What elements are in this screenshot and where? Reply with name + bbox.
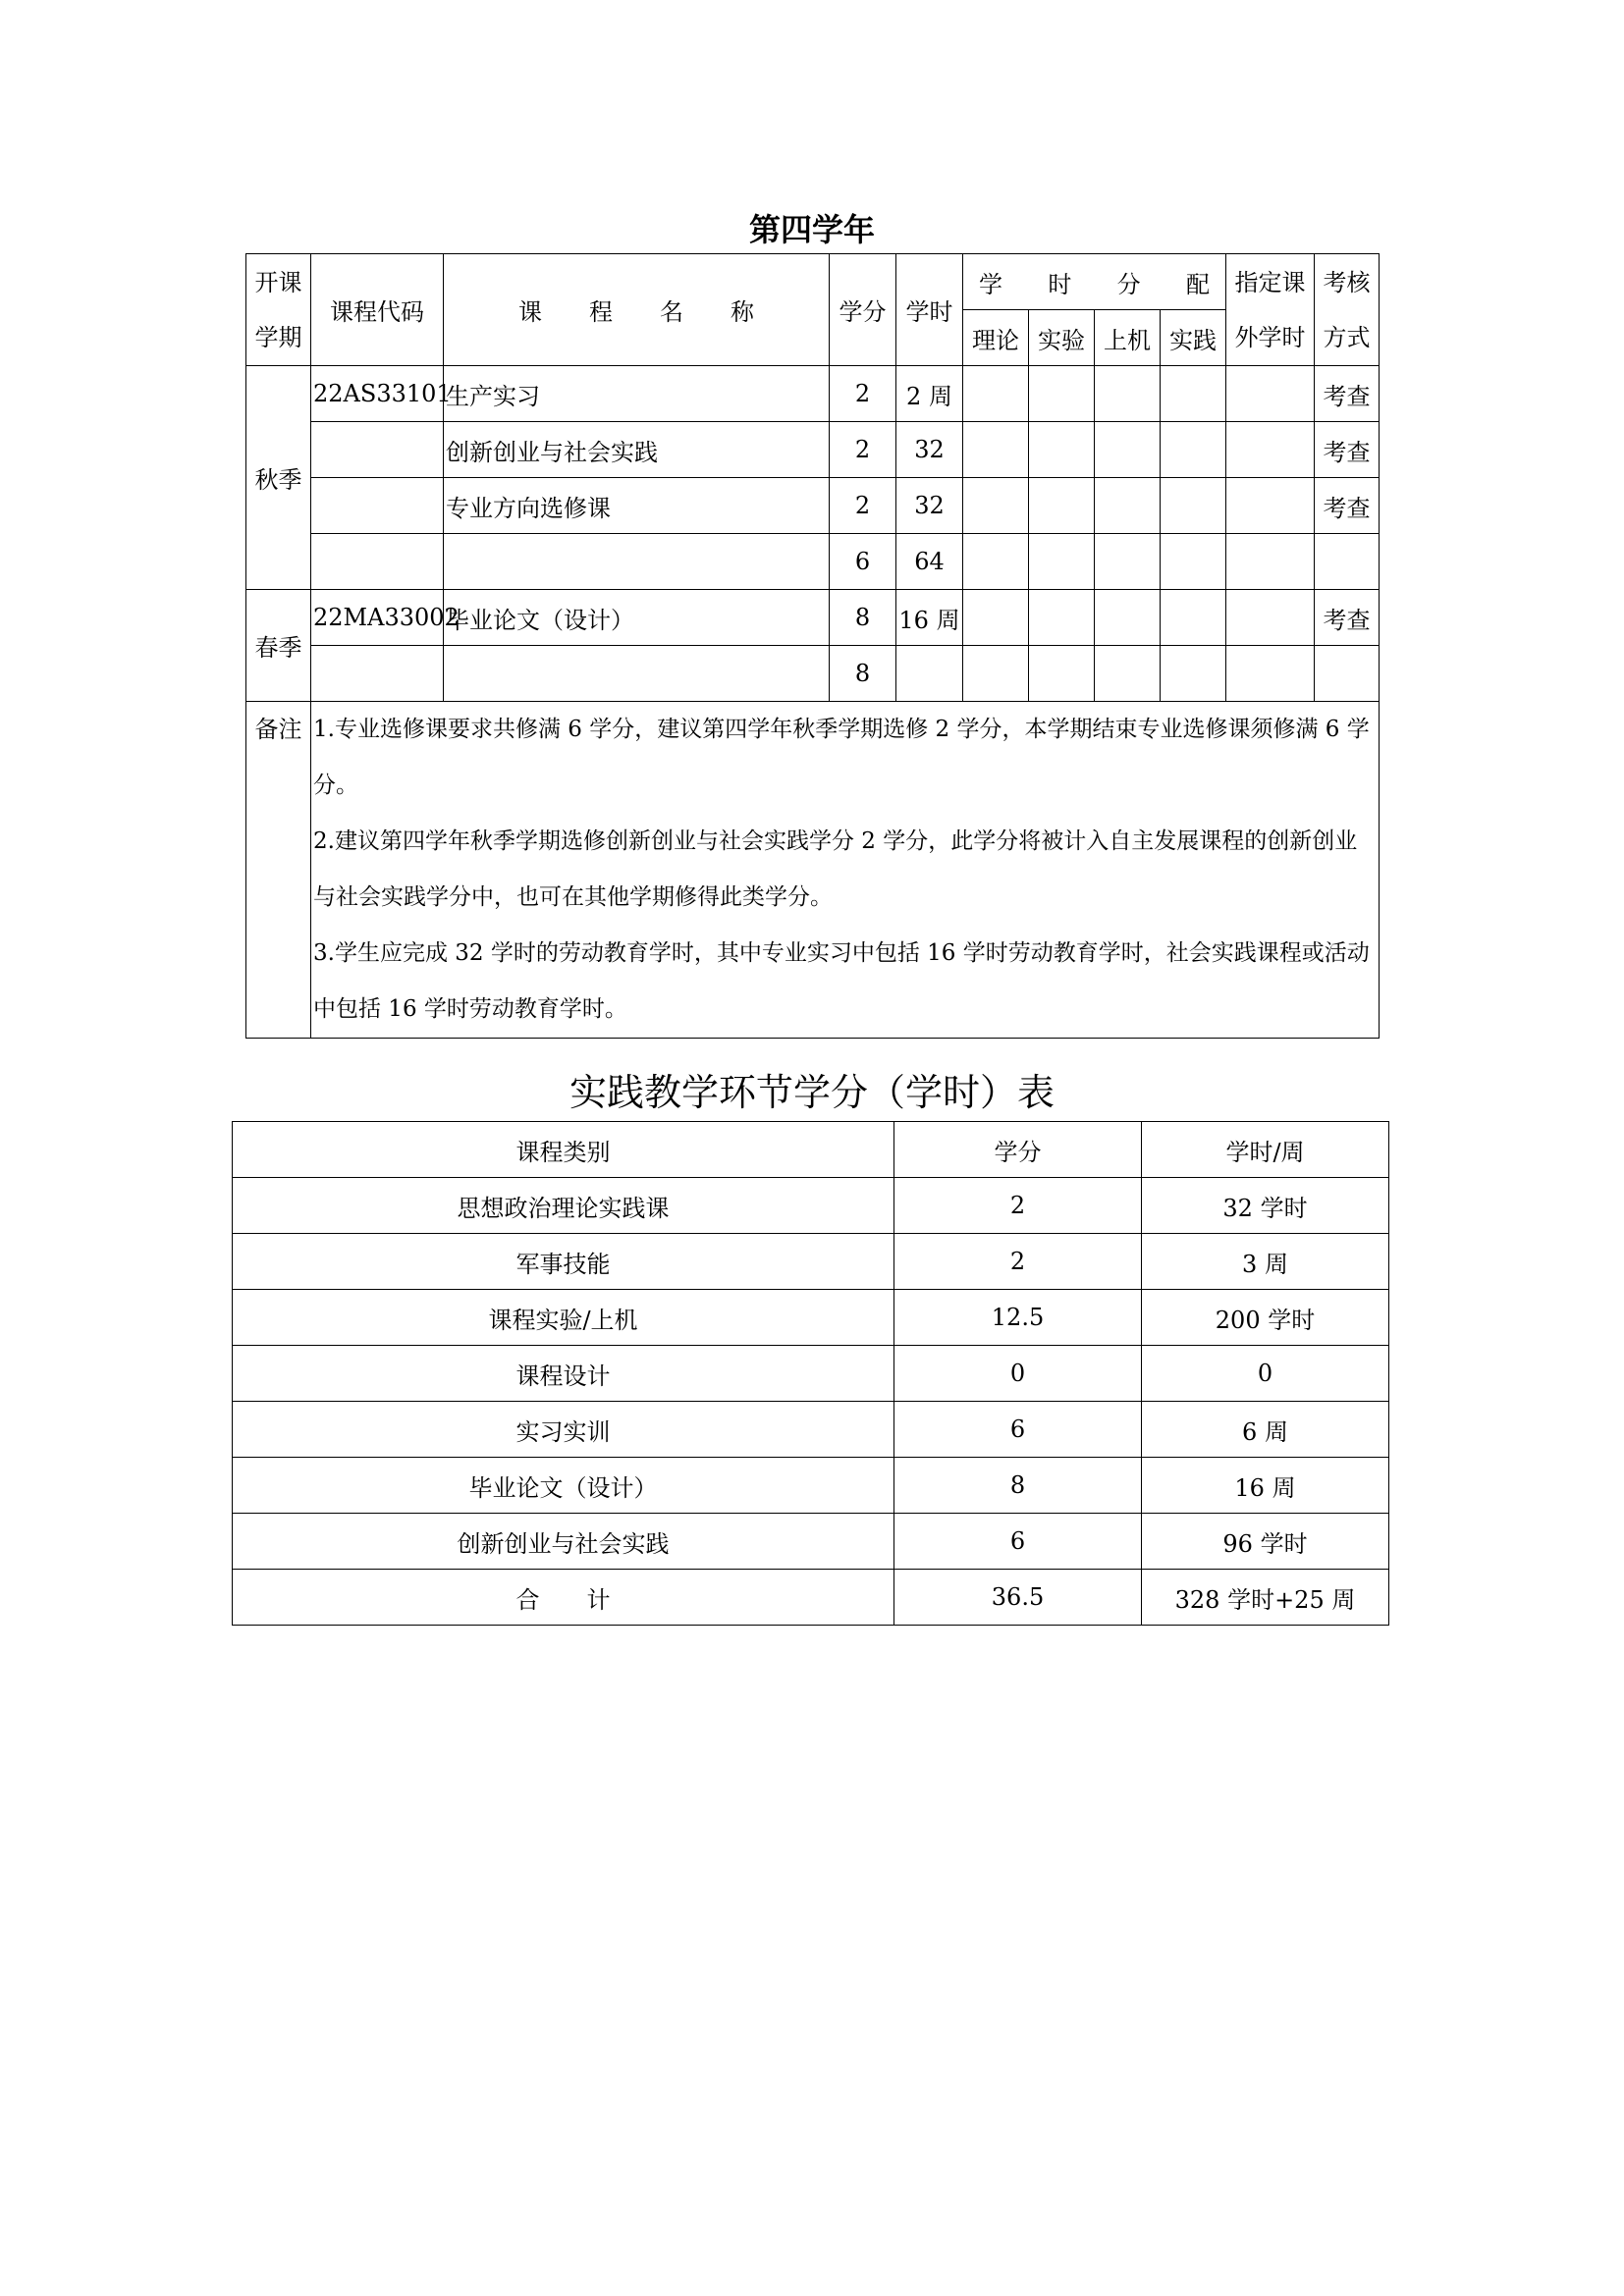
category: 创新创业与社会实践	[233, 1514, 894, 1570]
cell-practice	[1161, 590, 1226, 646]
hours-weeks: 200 学时	[1142, 1290, 1389, 1346]
cell-extra	[1226, 590, 1315, 646]
header-theory: 理论	[963, 310, 1029, 366]
credit: 2	[894, 1178, 1142, 1234]
header-hours: 学时	[896, 254, 963, 366]
table-row-subtotal	[246, 534, 1380, 590]
header-term-line2: 学期	[254, 323, 302, 351]
course-code	[311, 422, 444, 478]
cell-experiment	[1029, 590, 1095, 646]
cell-experiment	[1029, 534, 1095, 590]
table-row	[246, 366, 1380, 422]
hours-weeks: 3 周	[1142, 1234, 1389, 1290]
cell-computer	[1095, 366, 1161, 422]
cell-experiment	[1029, 646, 1095, 702]
cell-extra	[1226, 366, 1315, 422]
cell-computer	[1095, 478, 1161, 534]
cell-theory	[963, 590, 1029, 646]
cell-experiment	[1029, 422, 1095, 478]
cell-practice	[1161, 366, 1226, 422]
table-row	[233, 1178, 1389, 1234]
course-credit: 2	[830, 422, 896, 478]
course-hours: 32	[896, 422, 963, 478]
cell-practice	[1161, 478, 1226, 534]
cell-extra	[1226, 422, 1315, 478]
term-autumn: 秋季	[246, 366, 311, 590]
credit: 6	[894, 1402, 1142, 1458]
hours-weeks: 32 学时	[1142, 1178, 1389, 1234]
note-2: 2.建议第四学年秋季学期选修创新创业与社会实践学分 2 学分，此学分将被计入自主发展课程的创新创业与社会实践学分中，也可在其他学期修得此类学分。	[313, 828, 1358, 910]
table-row	[233, 1234, 1389, 1290]
course-credit: 8	[830, 590, 896, 646]
course-credit: 6	[830, 534, 896, 590]
note-3: 3.学生应完成 32 学时的劳动教育学时，其中专业实习中包括 16 学时劳动教育学时，社会实践课程或活动中包括 16 学时劳动教育学时。	[313, 940, 1370, 1022]
course-assess: 考查	[1315, 590, 1380, 646]
page-title: 第四学年	[748, 211, 875, 248]
header-credit: 学分	[830, 254, 896, 366]
course-assess: 考查	[1315, 422, 1380, 478]
term-spring: 春季	[246, 590, 311, 702]
header-extra	[1226, 254, 1315, 366]
notes-content	[311, 702, 1380, 1039]
header-assess	[1315, 254, 1380, 366]
cell-practice	[1161, 422, 1226, 478]
credit: 2	[894, 1234, 1142, 1290]
header-term-line1: 开课	[254, 268, 302, 296]
cell-theory	[963, 422, 1029, 478]
header-category: 课程类别	[233, 1122, 894, 1178]
notes-row	[246, 702, 1380, 1039]
course-code: 22AS33101	[311, 366, 444, 422]
course-hours: 32	[896, 478, 963, 534]
header-term	[246, 254, 311, 366]
category: 课程设计	[233, 1346, 894, 1402]
cell-experiment	[1029, 366, 1095, 422]
category: 课程实验/上机	[233, 1290, 894, 1346]
header-code: 课程代码	[311, 254, 444, 366]
table-row	[233, 1290, 1389, 1346]
note-1: 1.专业选修课要求共修满 6 学分，建议第四学年秋季学期选修 2 学分，本学期结束专业选修课须修满 6 学分。	[313, 717, 1370, 798]
course-hours: 16 周	[896, 590, 963, 646]
cell-experiment	[1029, 478, 1095, 534]
header-credit: 学分	[894, 1122, 1142, 1178]
course-name: 毕业论文（设计）	[444, 590, 830, 646]
header-assess-line2: 方式	[1323, 323, 1371, 351]
credit: 0	[894, 1346, 1142, 1402]
credit: 8	[894, 1458, 1142, 1514]
course-code: 22MA33002	[311, 590, 444, 646]
course-code	[311, 646, 444, 702]
section-title: 实践教学环节学分（学时）表	[568, 1071, 1055, 1114]
header-hours-weeks: 学时/周	[1142, 1122, 1389, 1178]
cell-computer	[1095, 646, 1161, 702]
hours-weeks: 328 学时+25 周	[1142, 1570, 1389, 1626]
header-experiment: 实验	[1029, 310, 1095, 366]
table-row	[246, 478, 1380, 534]
cell-theory	[963, 366, 1029, 422]
alloc-char-3: 分	[1116, 270, 1141, 298]
course-hours: 64	[896, 534, 963, 590]
table-row	[246, 422, 1380, 478]
cell-extra	[1226, 478, 1315, 534]
course-name: 创新创业与社会实践	[444, 422, 830, 478]
table-row-subtotal	[246, 646, 1380, 702]
cell-practice	[1161, 646, 1226, 702]
course-name: 生产实习	[444, 366, 830, 422]
course-code	[311, 534, 444, 590]
course-assess: 考查	[1315, 366, 1380, 422]
course-credit: 2	[830, 366, 896, 422]
category: 毕业论文（设计）	[233, 1458, 894, 1514]
cell-theory	[963, 478, 1029, 534]
table-row	[233, 1346, 1389, 1402]
category: 合 计	[233, 1570, 894, 1626]
table-row	[246, 590, 1380, 646]
table-row	[233, 1402, 1389, 1458]
table-header-row	[233, 1122, 1389, 1178]
table-total-row	[233, 1570, 1389, 1626]
header-extra-line2: 外学时	[1234, 323, 1306, 351]
course-assess	[1315, 534, 1380, 590]
hours-weeks: 96 学时	[1142, 1514, 1389, 1570]
credit: 12.5	[894, 1290, 1142, 1346]
cell-computer	[1095, 534, 1161, 590]
hours-weeks: 6 周	[1142, 1402, 1389, 1458]
header-name: 课 程 名 称	[444, 254, 830, 366]
credit: 36.5	[894, 1570, 1142, 1626]
cell-theory	[963, 534, 1029, 590]
hours-weeks: 16 周	[1142, 1458, 1389, 1514]
course-name	[444, 646, 830, 702]
course-name	[444, 534, 830, 590]
hours-weeks: 0	[1142, 1346, 1389, 1402]
category: 思想政治理论实践课	[233, 1178, 894, 1234]
alloc-char-1: 学	[979, 270, 1002, 298]
category: 实习实训	[233, 1402, 894, 1458]
header-extra-line1: 指定课	[1234, 268, 1306, 296]
table-row	[233, 1514, 1389, 1570]
header-practice: 实践	[1161, 310, 1226, 366]
course-name: 专业方向选修课	[444, 478, 830, 534]
cell-theory	[963, 646, 1029, 702]
alloc-char-2: 时	[1048, 270, 1072, 298]
course-credit: 2	[830, 478, 896, 534]
cell-extra	[1226, 646, 1315, 702]
credit: 6	[894, 1514, 1142, 1570]
header-allocation	[963, 254, 1226, 310]
course-credit: 8	[830, 646, 896, 702]
course-hours	[896, 646, 963, 702]
cell-computer	[1095, 422, 1161, 478]
notes-label: 备注	[246, 702, 311, 1039]
cell-computer	[1095, 590, 1161, 646]
practice-credit-table	[232, 1121, 1389, 1626]
header-assess-line1: 考核	[1323, 268, 1371, 296]
course-code	[311, 478, 444, 534]
course-assess	[1315, 646, 1380, 702]
cell-extra	[1226, 534, 1315, 590]
course-hours: 2 周	[896, 366, 963, 422]
cell-practice	[1161, 534, 1226, 590]
course-assess: 考查	[1315, 478, 1380, 534]
fourth-year-course-table	[245, 253, 1380, 1039]
category: 军事技能	[233, 1234, 894, 1290]
table-row	[233, 1458, 1389, 1514]
header-computer: 上机	[1095, 310, 1161, 366]
alloc-char-4: 配	[1185, 270, 1210, 298]
